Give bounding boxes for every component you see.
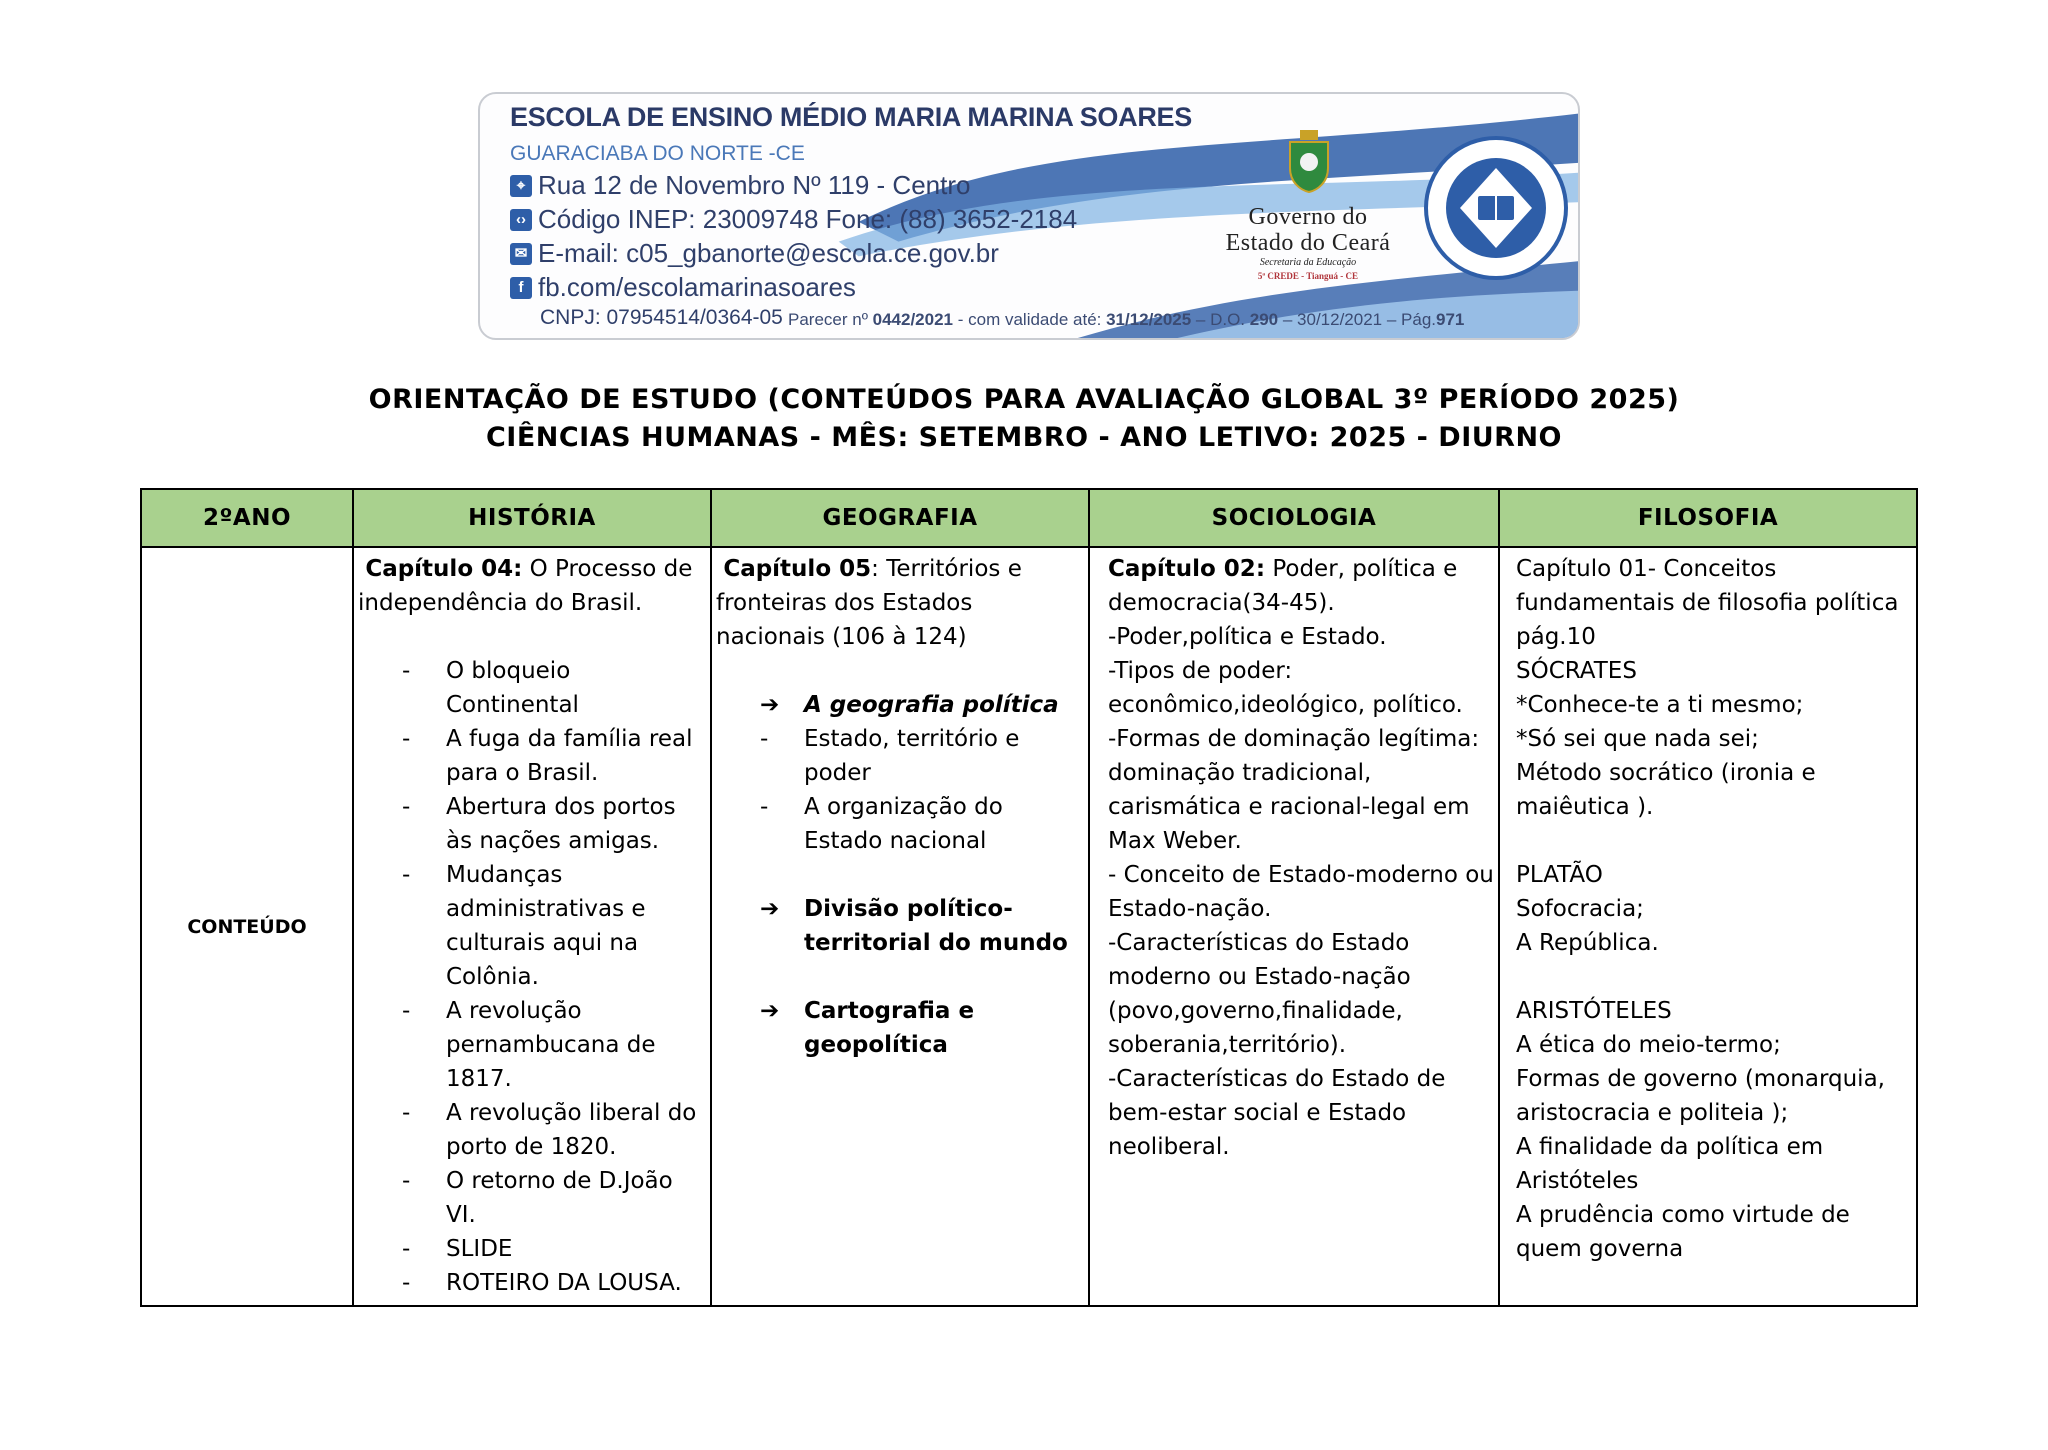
sociologia-line: -Tipos de poder: econômico,ideológico, político. <box>1108 658 1463 718</box>
filosofia-aristoteles-title: ARISTÓTELES <box>1516 998 1672 1024</box>
filosofia-line: A finalidade da política em Aristóteles <box>1516 1134 1824 1194</box>
list-item: - Estado, território e poder <box>760 722 1084 790</box>
header-sociologia: SOCIOLOGIA <box>1089 489 1499 547</box>
location-pin-icon: ⌖ <box>510 175 532 197</box>
facebook-line <box>510 272 856 303</box>
list-item: - ROTEIRO DA LOUSA. <box>402 1266 706 1300</box>
document-title: ORIENTAÇÃO DE ESTUDO (CONTEÚDOS PARA AVALIAÇÃO GLOBAL 3º PERÍODO 2025) <box>368 384 1680 415</box>
list-item: - A revolução pernambucana de 1817. <box>402 994 706 1096</box>
arrow-right-icon: ➔ <box>760 692 780 718</box>
geografia-topic-3: ➔ Cartografia e geopolítica <box>716 994 1084 1062</box>
geografia-topic-1: ➔ A geografia política <box>716 688 1084 722</box>
envelope-icon: ✉ <box>510 243 532 265</box>
cell-sociologia <box>1089 547 1499 1306</box>
email-text: E-mail: c05_gbanorte@escola.ce.gov.br <box>538 238 999 268</box>
government-logo: Governo do Estado do Ceará Secretaria da Educação 5ª CREDE - Tianguá - CE <box>1225 204 1391 281</box>
sociologia-line: -Poder,política e Estado. <box>1108 624 1387 650</box>
study-guide-table <box>140 488 1918 1307</box>
parecer-text: Parecer nº 0442/2021 - com validade até: 31/12/2025 – D.O. 290 – 30/12/2021 – Pág.971 <box>788 310 1465 329</box>
school-header-banner <box>478 92 1580 340</box>
sociologia-line: -Características do Estado de bem-estar social e Estado neoliberal. <box>1108 1066 1446 1160</box>
filosofia-platao-title: PLATÃO <box>1516 862 1603 888</box>
address-text: Rua 12 de Novembro Nº 119 - Centro <box>538 170 971 200</box>
filosofia-line: Formas de governo (monarquia, aristocracia e politeia ); <box>1516 1066 1885 1126</box>
header-geografia: GEOGRAFIA <box>711 489 1089 547</box>
header-year: 2ºANO <box>141 489 353 547</box>
school-city: GUARACIABA DO NORTE -CE <box>510 142 805 165</box>
geografia-chapter: Capítulo 05: Territórios e fronteiras dos Estados nacionais (106 à 124) <box>716 556 1022 650</box>
row-label-conteudo: CONTEÚDO <box>141 547 353 1306</box>
header-historia: HISTÓRIA <box>353 489 711 547</box>
inep-text: Código INEP: 23009748 Fone: (88) 3652-2184 <box>538 204 1078 234</box>
header-filosofia: FILOSOFIA <box>1499 489 1917 547</box>
sociologia-line: -Formas de dominação legítima: dominação tradicional, carismática e racional-legal em Max Weber. <box>1108 726 1480 854</box>
list-item: - Abertura dos portos às nações amigas. <box>402 790 706 858</box>
school-name: ESCOLA DE ENSINO MÉDIO MARIA MARINA SOARES <box>510 102 1192 132</box>
filosofia-line: A República. <box>1516 930 1659 956</box>
historia-topic-list <box>358 654 706 1300</box>
list-item: - O bloqueio Continental <box>402 654 706 722</box>
document-subtitle: CIÊNCIAS HUMANAS - MÊS: SETEMBRO - ANO LETIVO: 2025 - DIURNO <box>485 422 1563 453</box>
address-line <box>510 170 970 201</box>
list-item: - SLIDE <box>402 1232 706 1266</box>
cell-geografia <box>711 547 1089 1306</box>
cell-historia <box>353 547 711 1306</box>
cnpj-text: CNPJ: 07954514/0364-05 <box>540 306 783 329</box>
school-seal-logo <box>1422 134 1570 282</box>
filosofia-line: A prudência como virtude de quem governa <box>1516 1202 1850 1262</box>
list-item: - O retorno de D.João VI. <box>402 1164 706 1232</box>
filosofia-line: *Só sei que nada sei; <box>1516 726 1759 752</box>
inep-line <box>510 204 1077 235</box>
filosofia-line: Método socrático (ironia e maiêutica ). <box>1516 760 1816 820</box>
geografia-topic-2: ➔ Divisão político-territorial do mundo <box>716 892 1084 960</box>
sociologia-line: -Características do Estado moderno ou Estado-nação (povo,governo,finalidade, soberania,território). <box>1108 930 1411 1058</box>
sociologia-chapter: Capítulo 02: Poder, política e democracia(34-45). <box>1108 556 1458 616</box>
code-icon: ‹› <box>510 209 532 231</box>
facebook-text: fb.com/escolamarinasoares <box>538 272 856 302</box>
list-item: - A fuga da família real para o Brasil. <box>402 722 706 790</box>
filosofia-socrates-title: SÓCRATES <box>1516 658 1637 684</box>
arrow-right-icon: ➔ <box>760 896 780 922</box>
geografia-subtopic-list <box>716 722 1084 858</box>
list-item: - Mudanças administrativas e culturais aqui na Colônia. <box>402 858 706 994</box>
sociologia-line: - Conceito de Estado-moderno ou Estado-nação. <box>1108 862 1494 922</box>
list-item: - A revolução liberal do porto de 1820. <box>402 1096 706 1164</box>
list-item: - A organização do Estado nacional <box>760 790 1084 858</box>
ceara-crest-icon <box>1286 128 1332 194</box>
cell-filosofia <box>1499 547 1917 1306</box>
filosofia-line: A ética do meio-termo; <box>1516 1032 1781 1058</box>
filosofia-line: Sofocracia; <box>1516 896 1644 922</box>
facebook-icon: f <box>510 277 532 299</box>
arrow-right-icon: ➔ <box>760 998 780 1024</box>
filosofia-intro: Capítulo 01- Conceitos fundamentais de filosofia política pág.10 <box>1516 556 1899 650</box>
historia-chapter: Capítulo 04: O Processo de independência do Brasil. <box>358 556 693 616</box>
email-line <box>510 238 999 269</box>
filosofia-line: *Conhece-te a ti mesmo; <box>1516 692 1804 718</box>
